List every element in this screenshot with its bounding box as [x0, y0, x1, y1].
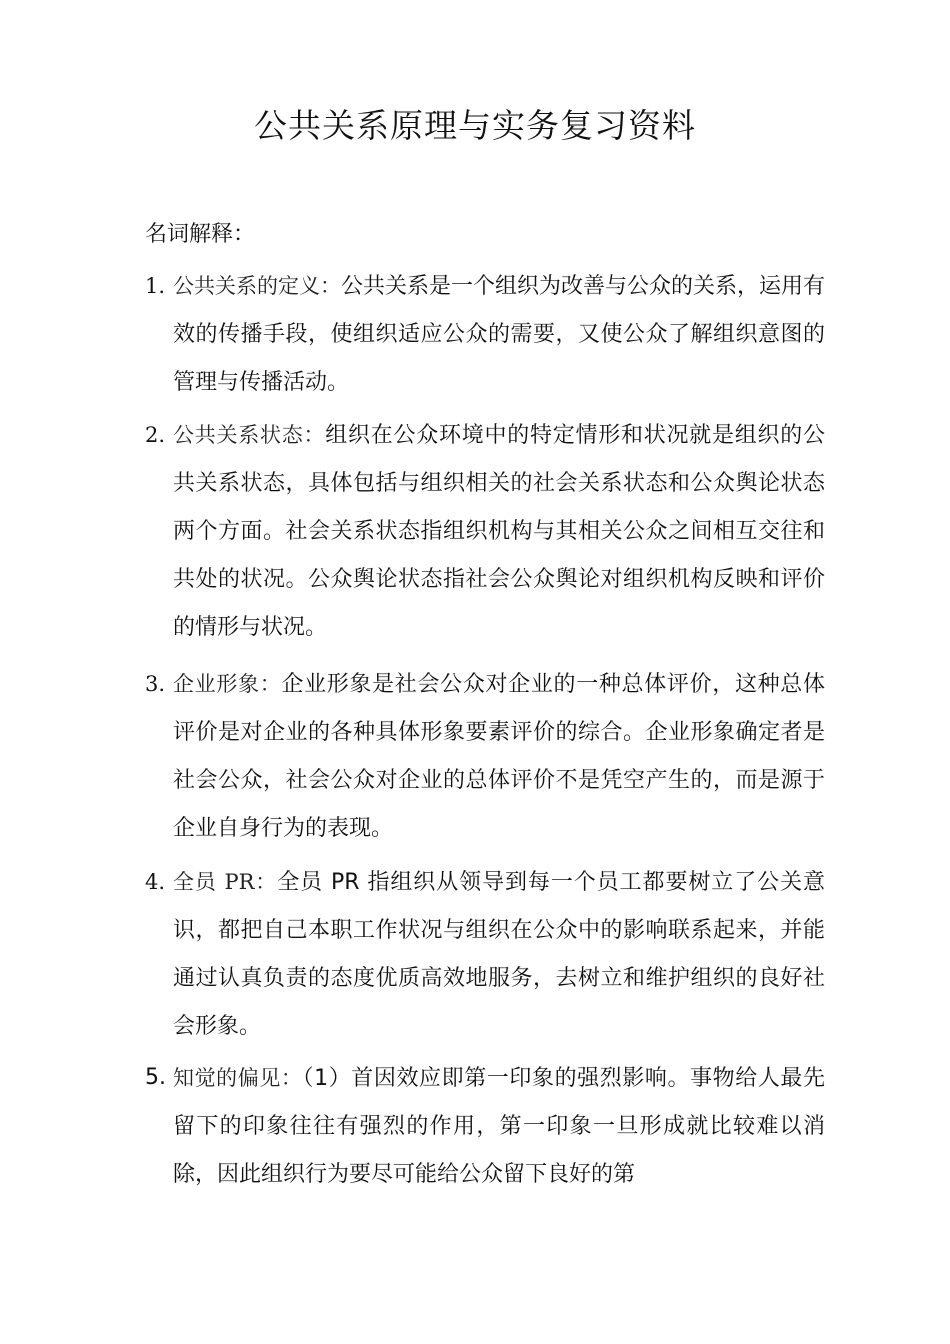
- entry-number: 1.: [145, 274, 166, 298]
- entry-body: [173, 660, 825, 853]
- entry-body: [173, 1054, 825, 1199]
- entry-text: 全员 PR 指组织从领导到每一个员工都要树立了公关意识，都把自己本职工作状况与组织在公众中的影响联系起来，并能通过认真负责的态度优质高效地服务，去树立和维护组织的良好社会形象。: [173, 870, 825, 1039]
- entry-text: 企业形象是社会公众对企业的一种总体评价，这种总体评价是对企业的各种具体形象要素评价的综合。企业形象确定者是社会公众，社会公众对企业的总体评价不是凭空产生的，而是源于企业自身行为的表现。: [173, 672, 825, 841]
- entry-number: 5.: [145, 1065, 166, 1090]
- definition-entry: [145, 262, 825, 407]
- entry-term: 全员 PR：: [173, 870, 278, 894]
- document-title: 公共关系原理与实务复习资料: [254, 106, 696, 145]
- entry-text: 公共关系是一个组织为改善与公众的关系，运用有效的传播手段，使组织适应公众的需要，又使公众了解组织意图的管理与传播活动。: [173, 274, 826, 395]
- entry-body: [173, 858, 825, 1051]
- entry-term: 公共关系状态：: [173, 423, 326, 447]
- entry-body: [173, 262, 825, 407]
- section-heading: 名词解释：: [145, 222, 256, 247]
- entry-number: 4.: [145, 870, 166, 894]
- entry-text: 组织在公众环境中的特定情形和状况就是组织的公共关系状态，具体包括与组织相关的社会关系状态和公众舆论状态两个方面。社会关系状态指组织机构与其相关公众之间相互交往和共处的状况。公众舆论状态指社会公众舆论对组织机构反映和评价的情形与状况。: [173, 423, 825, 640]
- entry-body: [173, 411, 825, 652]
- definition-entry: [145, 858, 825, 1051]
- entry-term: 企业形象：: [173, 672, 282, 696]
- definition-entry: [145, 660, 825, 853]
- entry-number: 3.: [145, 672, 166, 696]
- entry-text: （1）首因效应即第一印象的强烈影响。事物给人最先留下的印象往往有强烈的作用，第一印象一旦形成就比较难以消除，因此组织行为要尽可能给公众留下良好的第: [173, 1066, 826, 1187]
- definition-entry: [145, 411, 825, 652]
- entry-term: 公共关系的定义：: [173, 274, 341, 298]
- definition-entry: [145, 1054, 825, 1199]
- entry-number: 2.: [145, 423, 166, 447]
- entry-term: 知觉的偏见：: [173, 1066, 303, 1090]
